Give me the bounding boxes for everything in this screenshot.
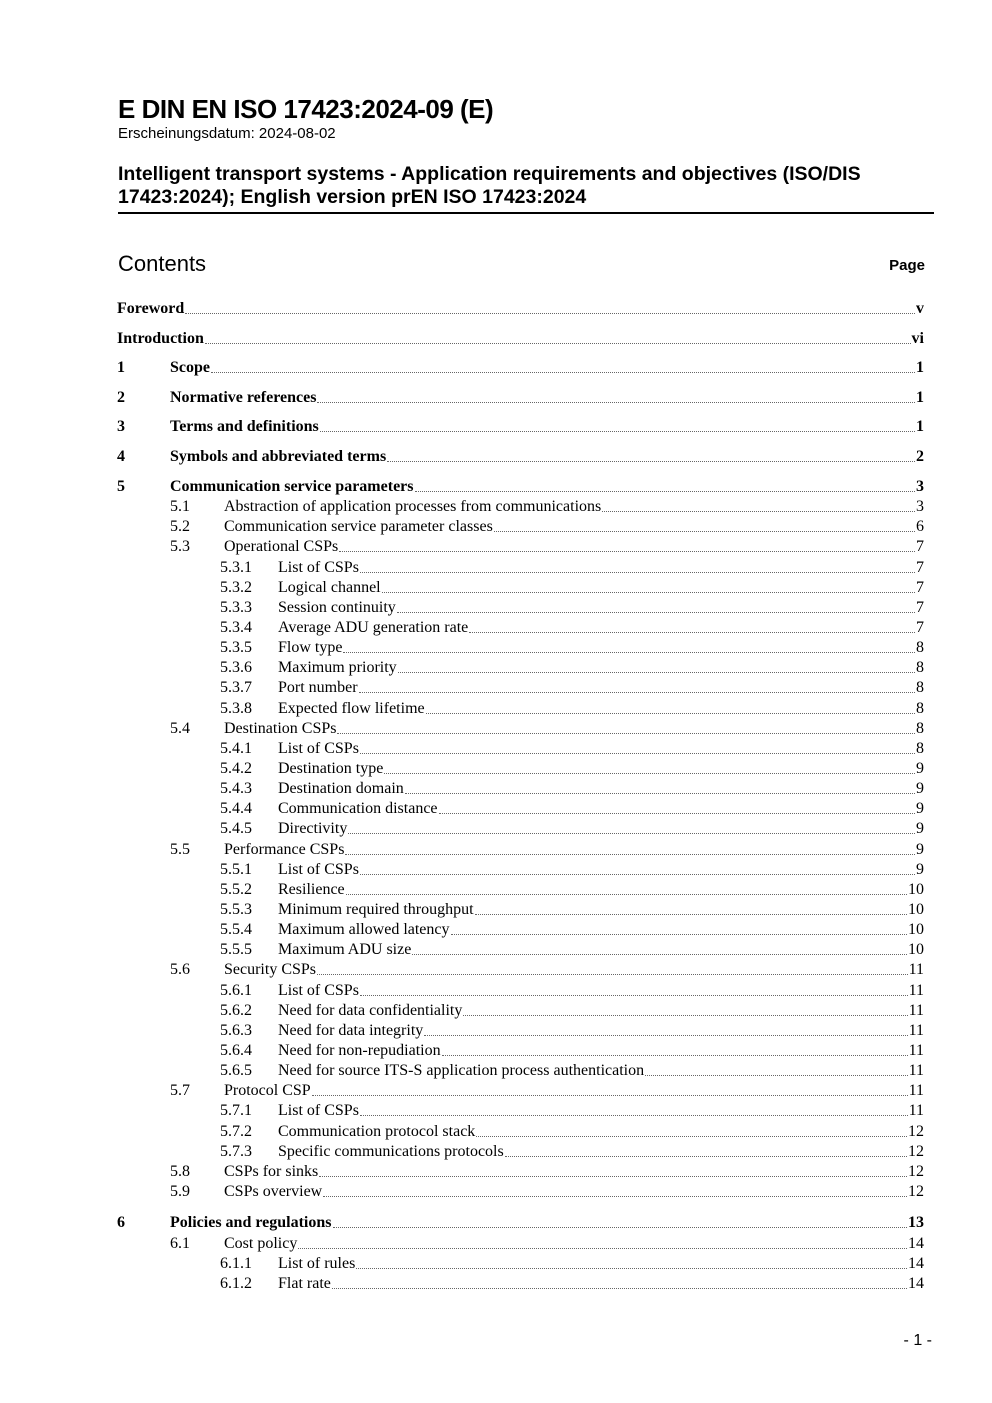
dot-leader <box>494 517 915 532</box>
dot-leader <box>360 1101 908 1116</box>
dot-leader <box>398 658 915 673</box>
dot-leader <box>382 578 915 593</box>
toc-entry-number: 5.4.2 <box>220 759 252 777</box>
toc-entry-number: 5.3.1 <box>220 558 252 576</box>
toc-entry[interactable] <box>117 1122 924 1142</box>
toc-entry-page: 13 <box>908 1214 924 1232</box>
toc-entry-number: 5.5.5 <box>220 941 252 959</box>
toc-entry[interactable] <box>117 1182 924 1202</box>
toc-entry[interactable] <box>117 1061 924 1081</box>
toc-entry-page: 12 <box>908 1162 924 1180</box>
toc-entry-page: 9 <box>916 860 924 878</box>
toc-entry-page: 10 <box>908 921 924 939</box>
toc-entry-title[interactable]: Need for data confidentiality <box>278 1001 463 1019</box>
toc-entry-number: 5.6 <box>170 961 190 979</box>
toc-entry-number: 6.1 <box>170 1234 190 1252</box>
toc-entry-title[interactable]: Introduction <box>117 329 204 347</box>
dot-leader <box>205 328 911 344</box>
toc-entry[interactable] <box>117 719 924 739</box>
dot-leader <box>387 446 915 462</box>
toc-entry-page: 8 <box>916 639 924 657</box>
toc-entry-number: 5.5.4 <box>220 921 252 939</box>
toc-entry-page: 11 <box>908 1021 924 1039</box>
toc-entry-number: 5.4.5 <box>220 820 252 838</box>
toc-entry-title[interactable]: Communication service parameter classes <box>224 518 493 536</box>
dot-leader <box>319 1162 907 1177</box>
toc-entry-number: 5.4.4 <box>220 800 252 818</box>
toc-entry-page: 10 <box>908 880 924 898</box>
toc-entry-number: 5.5 <box>170 840 190 858</box>
toc-entry-title[interactable]: Operational CSPs <box>224 538 339 556</box>
toc-entry-number: 5.3.8 <box>220 699 252 717</box>
toc-entry-title[interactable]: Communication distance <box>278 800 438 818</box>
toc-entry-number: 6 <box>117 1214 125 1232</box>
dot-leader <box>211 357 915 373</box>
toc-entry[interactable] <box>117 328 924 358</box>
toc-entry-title[interactable]: List of CSPs <box>278 739 359 757</box>
dot-leader <box>339 537 915 552</box>
toc-entry-title[interactable]: Need for source ITS-S application process authentication <box>278 1062 645 1080</box>
toc-entry-page: 11 <box>908 961 924 979</box>
toc-entry-page: 7 <box>916 538 924 556</box>
toc-entry-page: 9 <box>916 780 924 798</box>
dot-leader <box>360 739 915 754</box>
toc-entry[interactable] <box>117 678 924 698</box>
toc-entry[interactable] <box>117 900 924 920</box>
toc-entry[interactable] <box>117 1001 924 1021</box>
toc-entry-page: 11 <box>908 1062 924 1080</box>
toc-entry-title[interactable]: Scope <box>170 359 210 377</box>
toc-entry-title[interactable]: Normative references <box>170 388 317 406</box>
toc-entry-title[interactable]: Symbols and abbreviated terms <box>170 447 387 465</box>
toc-entry-number: 5.5.2 <box>220 880 252 898</box>
toc-entry-title[interactable]: Destination domain <box>278 780 404 798</box>
dot-leader <box>312 1081 908 1096</box>
toc-entry[interactable] <box>117 1021 924 1041</box>
toc-entry-title[interactable]: Minimum required throughput <box>278 900 474 918</box>
toc-entry-page: vi <box>911 329 924 347</box>
dot-leader <box>475 900 907 915</box>
toc-entry-page: 14 <box>908 1274 924 1292</box>
toc-entry[interactable] <box>117 598 924 618</box>
toc-entry-title[interactable]: Maximum allowed latency <box>278 921 450 939</box>
toc-entry-page: 1 <box>916 418 924 436</box>
toc-entry-page: 3 <box>916 477 924 495</box>
toc-entry-number: 5.3.5 <box>220 639 252 657</box>
toc-entry-number: 2 <box>117 388 125 406</box>
toc-entry-page: 10 <box>908 941 924 959</box>
dot-leader <box>345 840 915 855</box>
toc-entry-page: 8 <box>916 659 924 677</box>
dot-leader <box>348 819 915 834</box>
toc-entry-title[interactable]: List of CSPs <box>278 981 359 999</box>
toc-entry-page: 11 <box>908 1102 924 1120</box>
dot-leader <box>317 960 908 975</box>
toc-entry-title[interactable]: Port number <box>278 679 358 697</box>
toc-entry[interactable] <box>117 840 924 860</box>
dot-leader <box>333 1212 908 1228</box>
toc-entry-page: 3 <box>916 498 924 516</box>
dot-leader <box>343 638 915 653</box>
toc-entry-title[interactable]: List of CSPs <box>278 558 359 576</box>
document-title: Intelligent transport systems - Application requirements and objectives (ISO/DIS 17423:2024); English version prEN ISO 17423:2024 <box>118 163 934 214</box>
dot-leader <box>645 1061 907 1076</box>
dot-leader <box>442 1041 908 1056</box>
dot-leader <box>505 1142 907 1157</box>
toc-entry-title[interactable]: Cost policy <box>224 1234 298 1252</box>
toc-entry-title[interactable]: Expected flow lifetime <box>278 699 425 717</box>
toc-entry-number: 5.6.4 <box>220 1041 252 1059</box>
toc-entry[interactable] <box>117 1234 924 1254</box>
toc-entry[interactable] <box>117 960 924 980</box>
toc-entry[interactable] <box>117 1274 924 1294</box>
toc-entry-title[interactable]: CSPs overview <box>224 1182 323 1200</box>
toc-entry-page: 11 <box>908 1041 924 1059</box>
dot-leader <box>469 618 915 633</box>
toc-entry-title[interactable]: Maximum priority <box>278 659 397 677</box>
toc-entry-title[interactable]: Maximum ADU size <box>278 941 412 959</box>
contents-heading: Contents <box>118 251 207 276</box>
dot-leader <box>451 920 907 935</box>
toc-entry[interactable] <box>117 387 924 417</box>
toc-entry[interactable] <box>117 638 924 658</box>
toc-entry-number: 5.3.4 <box>220 619 252 636</box>
dot-leader <box>332 1274 907 1289</box>
dot-leader <box>359 678 915 693</box>
toc-entry-title[interactable]: Abstraction of application processes from communications <box>224 498 602 516</box>
toc-entry-page: v <box>916 300 924 317</box>
dot-leader <box>360 860 915 875</box>
toc-entry[interactable] <box>117 880 924 900</box>
toc-entry-page: 7 <box>916 578 924 596</box>
toc-entry[interactable] <box>117 578 924 598</box>
dot-leader <box>397 598 915 613</box>
toc-entry-number: 5.6.5 <box>220 1062 252 1080</box>
toc-entry-number: 5.3.2 <box>220 578 252 596</box>
dot-leader <box>320 416 915 432</box>
toc-entry-page: 1 <box>916 359 924 377</box>
toc-entry-number: 5.7 <box>170 1082 190 1100</box>
toc-entry-number: 5.2 <box>170 518 190 536</box>
toc-entry-number: 5.1 <box>170 498 190 516</box>
toc-entry-number: 5.4 <box>170 719 190 737</box>
toc-entry-page: 11 <box>908 1001 924 1019</box>
toc-entry-page: 9 <box>916 840 924 858</box>
toc-entry-title[interactable]: List of CSPs <box>278 1102 359 1120</box>
toc-entry[interactable] <box>117 981 924 1001</box>
toc-entry[interactable] <box>117 779 924 799</box>
toc-entry-page: 9 <box>916 759 924 777</box>
toc-entry-page: 1 <box>916 388 924 406</box>
toc-entry-title[interactable]: List of rules <box>278 1254 356 1272</box>
toc-entry[interactable] <box>117 920 924 940</box>
dot-leader <box>317 387 915 403</box>
dot-leader <box>602 497 915 512</box>
dot-leader <box>384 759 915 774</box>
toc-entry[interactable] <box>117 1081 924 1101</box>
toc-entry-page: 10 <box>908 900 924 918</box>
toc-entry-number: 3 <box>117 418 125 436</box>
toc-entry[interactable] <box>117 618 924 638</box>
toc-entry-number: 5.6.2 <box>220 1001 252 1019</box>
toc-entry[interactable] <box>117 558 924 578</box>
toc-entry-title[interactable]: List of CSPs <box>278 860 359 878</box>
publication-date: Erscheinungsdatum: 2024-08-02 <box>118 125 336 142</box>
toc-entry-title[interactable]: CSPs for sinks <box>224 1162 319 1180</box>
toc-entry-page: 14 <box>908 1234 924 1252</box>
toc-entry[interactable] <box>117 1254 924 1274</box>
dot-leader <box>426 699 915 714</box>
dot-leader <box>360 558 915 573</box>
toc-entry-number: 5.6.1 <box>220 981 252 999</box>
toc-entry[interactable] <box>117 658 924 678</box>
toc-entry-number: 5.3.7 <box>220 679 252 697</box>
toc-entry-title[interactable]: Flow type <box>278 639 343 657</box>
document-id: E DIN EN ISO 17423:2024-09 (E) <box>118 94 494 124</box>
toc-entry[interactable] <box>117 819 924 839</box>
toc-entry-page: 12 <box>908 1122 924 1140</box>
toc-entry-page: 8 <box>916 699 924 717</box>
toc-entry[interactable] <box>117 537 924 557</box>
toc-entry-page: 11 <box>908 981 924 999</box>
dot-leader <box>346 880 907 895</box>
toc-entry[interactable] <box>117 860 924 880</box>
toc-entry-title[interactable]: Performance CSPs <box>224 840 345 858</box>
toc-entry-number: 5.6.3 <box>220 1021 252 1039</box>
table-of-contents <box>117 298 924 1294</box>
toc-entry-title[interactable]: Protocol CSP <box>224 1082 311 1100</box>
toc-entry-number: 5.4.3 <box>220 780 252 798</box>
toc-entry-number: 5.3.6 <box>220 659 252 677</box>
toc-entry-number: 5.3.3 <box>220 598 252 616</box>
toc-entry[interactable] <box>117 1162 924 1182</box>
toc-entry-page: 9 <box>916 800 924 818</box>
toc-entry-number: 5.7.1 <box>220 1102 252 1120</box>
dot-leader <box>337 719 915 734</box>
toc-entry-number: 4 <box>117 447 125 465</box>
toc-entry[interactable] <box>117 799 924 819</box>
toc-entry-page: 7 <box>916 619 924 636</box>
toc-entry-page: 6 <box>916 518 924 536</box>
toc-entry[interactable] <box>117 497 924 517</box>
dot-leader <box>415 476 916 492</box>
page-column-label: Page <box>889 257 925 274</box>
toc-entry-number: 5.4.1 <box>220 739 252 757</box>
toc-entry-title[interactable]: Destination type <box>278 759 384 777</box>
dot-leader <box>298 1234 907 1249</box>
toc-entry-title[interactable]: Specific communications protocols <box>278 1142 504 1160</box>
toc-entry-title[interactable]: Need for data integrity <box>278 1021 424 1039</box>
toc-entry-title[interactable]: Communication protocol stack <box>278 1122 476 1140</box>
toc-entry-number: 5 <box>117 477 125 495</box>
toc-entry-title[interactable]: Session continuity <box>278 598 396 616</box>
dot-leader <box>412 940 907 955</box>
toc-entry[interactable] <box>117 357 924 387</box>
toc-entry-number: 6.1.1 <box>220 1254 252 1272</box>
toc-entry-page: 12 <box>908 1182 924 1200</box>
dot-leader <box>323 1182 907 1197</box>
toc-entry-title[interactable]: Security CSPs <box>224 961 317 979</box>
toc-entry-number: 5.5.1 <box>220 860 252 878</box>
toc-entry[interactable] <box>117 416 924 446</box>
toc-entry-page: 12 <box>908 1142 924 1160</box>
toc-entry-page: 2 <box>916 447 924 465</box>
toc-entry-number: 5.7.3 <box>220 1142 252 1160</box>
toc-entry-number: 5.9 <box>170 1182 190 1200</box>
toc-entry-page: 7 <box>916 558 924 576</box>
toc-entry-title[interactable]: Communication service parameters <box>170 477 414 495</box>
toc-entry[interactable] <box>117 759 924 779</box>
toc-entry-page: 8 <box>916 719 924 737</box>
toc-entry-title[interactable]: Directivity <box>278 820 348 838</box>
dot-leader <box>356 1254 907 1269</box>
toc-entry[interactable] <box>117 940 924 960</box>
toc-entry[interactable] <box>117 446 924 476</box>
page-number: - 1 - <box>903 1332 932 1349</box>
toc-entry-number: 5.3 <box>170 538 190 556</box>
toc-entry-page: 11 <box>908 1082 924 1100</box>
toc-entry-title[interactable]: Foreword <box>117 300 185 317</box>
toc-entry-title[interactable]: Average ADU generation rate <box>278 619 469 636</box>
dot-leader <box>360 981 908 996</box>
dot-leader <box>476 1122 907 1137</box>
toc-entry-title[interactable]: Logical channel <box>278 578 381 596</box>
toc-entry[interactable] <box>117 739 924 759</box>
toc-entry[interactable] <box>117 517 924 537</box>
toc-entry[interactable] <box>117 1041 924 1061</box>
toc-entry-title[interactable]: Terms and definitions <box>170 418 319 436</box>
toc-entry[interactable] <box>117 298 924 328</box>
toc-entry-number: 5.7.2 <box>220 1122 252 1140</box>
toc-entry-title[interactable]: Flat rate <box>278 1274 331 1292</box>
toc-entry-title[interactable]: Policies and regulations <box>170 1214 332 1232</box>
toc-entry-title[interactable]: Need for non-repudiation <box>278 1041 441 1059</box>
toc-entry-page: 8 <box>916 739 924 757</box>
toc-entry-page: 8 <box>916 679 924 697</box>
toc-entry-page: 9 <box>916 820 924 838</box>
toc-entry-number: 5.8 <box>170 1162 190 1180</box>
toc-entry[interactable] <box>117 1101 924 1121</box>
toc-entry[interactable] <box>117 699 924 719</box>
toc-entry-number: 6.1.2 <box>220 1274 252 1292</box>
dot-leader <box>424 1021 907 1036</box>
dot-leader <box>439 799 915 814</box>
toc-entry-number: 5.5.3 <box>220 900 252 918</box>
toc-entry-number: 1 <box>117 359 125 377</box>
toc-entry-page: 14 <box>908 1254 924 1272</box>
dot-leader <box>405 779 915 794</box>
toc-entry-title[interactable]: Resilience <box>278 880 345 898</box>
toc-entry[interactable] <box>117 1142 924 1162</box>
dot-leader <box>185 298 915 314</box>
toc-entry-title[interactable]: Destination CSPs <box>224 719 337 737</box>
toc-entry-page: 7 <box>916 598 924 616</box>
dot-leader <box>463 1001 907 1016</box>
